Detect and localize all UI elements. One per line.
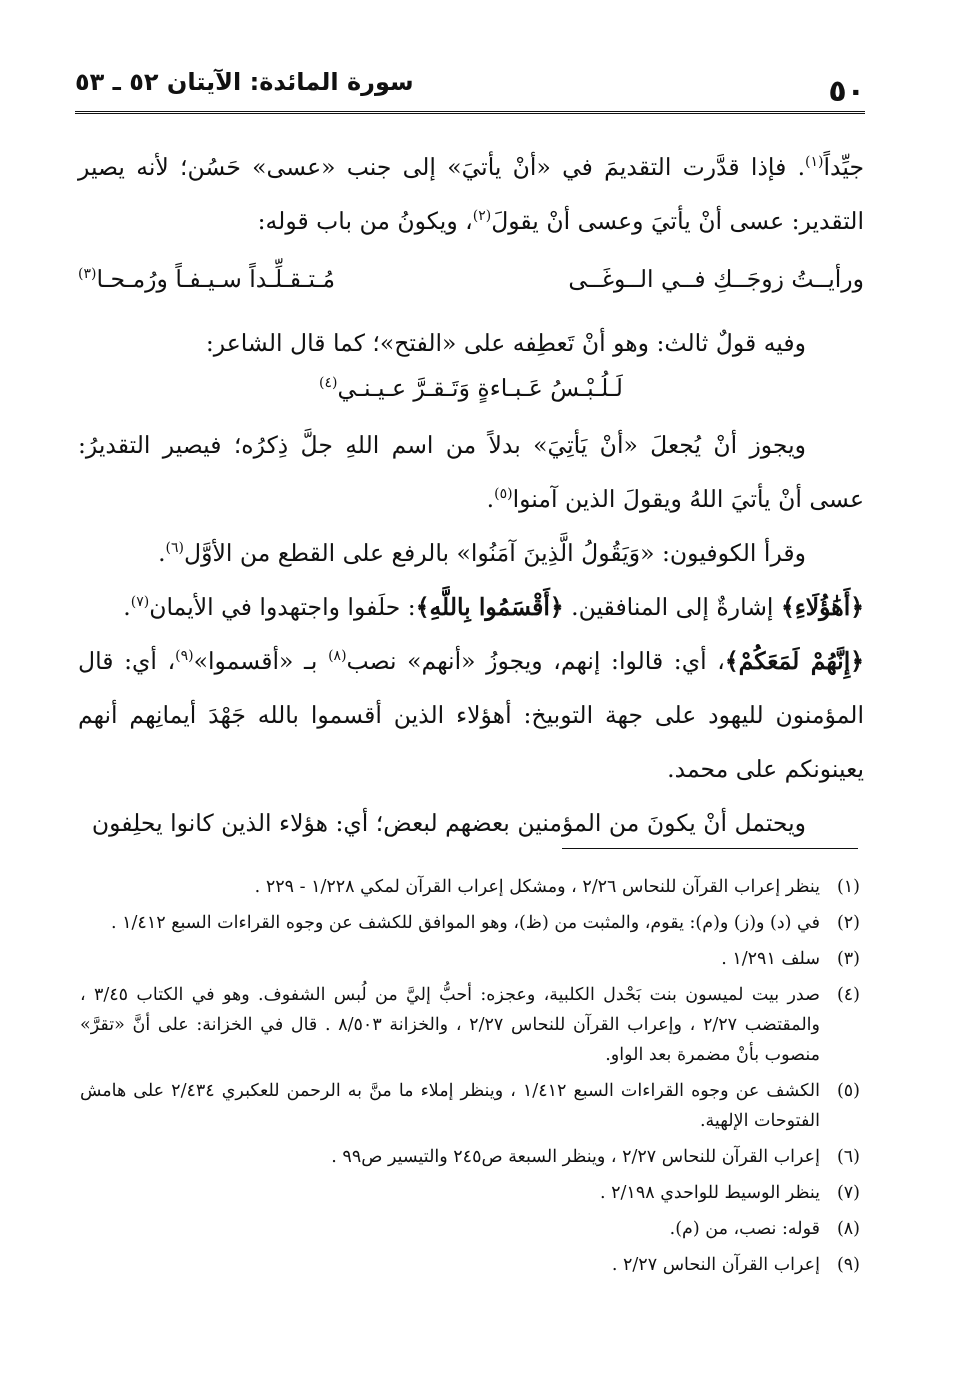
footnote-text: سلف ١/٢٩١ . [721,949,820,969]
paragraph-7-text: ويحتمل أنْ يكونَ من المؤمنين بعضهم لبعض؛ أي: هؤلاء الذين كانوا يحلِفون [91,809,806,837]
quran-quote-3: ﴿إِنَّهُمْ لَمَعَكُمْ﴾ [724,647,864,675]
footnotes [80,872,860,1286]
main-text [78,140,864,850]
footnote-8 [80,1214,860,1244]
footnote-4 [80,980,860,1070]
footnote-number: (٣) [836,949,860,969]
footnote-ref-4: (٤) [319,375,338,392]
footnote-2 [80,908,860,938]
verse-second-hemistich [78,252,335,306]
footnote-text: قوله: نصب، من (م). [669,1219,820,1239]
paragraph-2-text: وفيه قولٌ ثالث: وهو أنْ تَعطِفه على «الفتح»؛ كما قال الشاعر: [205,329,806,357]
footnote-ref-3: (٣) [78,266,97,283]
footnote-3 [80,944,860,974]
footnote-number: (٨) [836,1219,860,1239]
footnote-ref-2: (٢) [472,208,492,225]
footnote-text: إعراب القرآن النحاس ٢/٢٧ . [611,1255,820,1275]
quran-quote-2: ﴿أَقْسَمُوا بِاللَّهِ﴾ [415,593,564,621]
paragraph-1-text-c: ، ويكونُ من باب قوله: [257,207,473,235]
footnote-number: (٧) [836,1183,860,1203]
footnote-1 [80,872,860,902]
footnote-ref-7: (٧) [130,594,150,611]
paragraph-1-text-b: . فإذا قدَّرت التقديمَ في «أنْ يأتيَ» إلى جنب «عسى» حَسُن؛ لأنه يصير التقدير: عسى أنْ يأتيَ وعسى أنْ يقولَ [78,153,864,235]
footnote-number: (٩) [836,1255,860,1275]
paragraph-4 [78,526,864,580]
verse-line-2 [78,364,864,412]
footnote-ref-8: (٨) [328,648,347,665]
footnote-number: (٥) [836,1081,860,1101]
paragraph-7 [78,796,864,850]
footnote-text: ينظر إعراب القرآن للنحاس ٢/٢٦ ، ومشكل إعراب القرآن لمكي ١/٢٢٨ - ٢٢٩ . [254,877,820,897]
paragraph-4-text: وقرأ الكوفيون: «وَيَقُولُ الَّذِينَ آمَنُوا» بالرفع على القطع من الأوَّل [184,539,806,567]
footnote-ref-9: (٩) [175,648,194,665]
header-rule [75,111,865,114]
footnote-9 [80,1250,860,1280]
footnote-separator [562,848,858,849]
verse-second-hemistich-text: مُـتـقـلِّـداً سـيـفـاً ورُمـحـا [96,265,336,293]
paragraph-4-end: . [158,539,166,567]
paragraph-3 [78,418,864,526]
footnote-number: (١) [836,877,860,897]
footnote-number: (٤) [836,985,860,1005]
running-header [75,60,865,110]
paragraph-5 [78,580,864,634]
footnote-text: ينظر الوسيط للواحدي ٢/١٩٨ . [599,1183,820,1203]
paragraph-3-text: ويجوز أنْ يُجعلَ «أنْ يَأتِيَ» بدلاً من اسم اللهِ جلَّ ذِكرُه؛ فيصير التقديرُ: عسى أنْ يأتيَ اللهُ ويقولَ الذين آمنوا [78,431,864,513]
footnote-7 [80,1178,860,1208]
paragraph-3-end: . [486,485,495,513]
quran-quote-1: ﴿أَهَٰؤُلَاءِ﴾ [780,593,864,621]
footnote-number: (٦) [836,1147,860,1167]
page-number: ٥٠ [828,74,865,109]
footnote-text: في (د) و(ز) و(م): يقوم، والمثبت من (ظ)، وهو الموافق للكشف عن وجوه القراءات السبع ١/٤١٢ . [111,913,820,933]
footnote-text: الكشف عن وجوه القراءات السبع ١/٤١٢ ، وينظر إملاء ما منَّ به الرحمن للعكبري ٢/٤٣٤ على هامش الفتوحات الإلهية. [80,1081,820,1131]
paragraph-6-text-b: بـ «أقسموا» [193,647,329,675]
footnote-5 [80,1076,860,1136]
paragraph-1 [78,140,864,248]
running-title: سورة المائدة: الآيتان ٥٢ ـ ٥٣ [75,68,414,96]
verse-first-hemistich: ورأيــتُ زوجَــكِ فــي الــوغَــى [568,265,864,293]
paragraph-1-text-a: جيِّداً [823,153,864,181]
paragraph-5-text-b: : حلَفوا واجتهدوا في الأيمان [149,593,416,621]
paragraph-5-end: . [123,593,131,621]
footnote-ref-5: (٥) [494,486,513,503]
paragraph-2 [78,316,864,370]
footnote-text: صدر بيت لميسون بنت بَحْدل الكلبية، وعجزه: أحبُّ إليَّ من لُبس الشفوف. وهو في الكتاب ٣/٤٥ ، والمقتضب ٢/٢٧ ، وإعراب القرآن للنحاس ٢/٢٧ ، والخزانة ٨/٥٠٣ . قال في الخزانة: على أنَّ «تقرَّ» منصوب بأنْ مضمرة بعد الواو. [80,985,820,1065]
paragraph-6-text-a: ، أي: قالوا: إنهم، ويجوزُ «أنهم» نصب [346,647,725,675]
footnote-ref-1: (١) [805,154,824,171]
paragraph-6-text-c: ، أي: قال المؤمنون لليهود على جهة التوبيخ: أهؤلاء الذين أقسموا بالله جَهْدَ أيمانِهم أنهم يعينونكم على محمد. [78,647,864,783]
paragraph-5-text-a: إشارةٌ إلى المنافقين. [563,593,781,621]
verse-line-2-text: لَـلُـبْـسُ عَـبـاءةٍ وَتَـقـرَّ عـيـنـي [337,374,623,402]
footnote-text: إعراب القرآن للنحاس ٢/٢٧ ، وينظر السبعة ص٢٤٥ والتيسير ص٩٩ . [331,1147,820,1167]
footnote-6 [80,1142,860,1172]
paragraph-6 [78,634,864,796]
verse-line-1 [78,252,864,306]
footnote-number: (٢) [836,913,860,933]
footnote-ref-6: (٦) [165,540,185,557]
